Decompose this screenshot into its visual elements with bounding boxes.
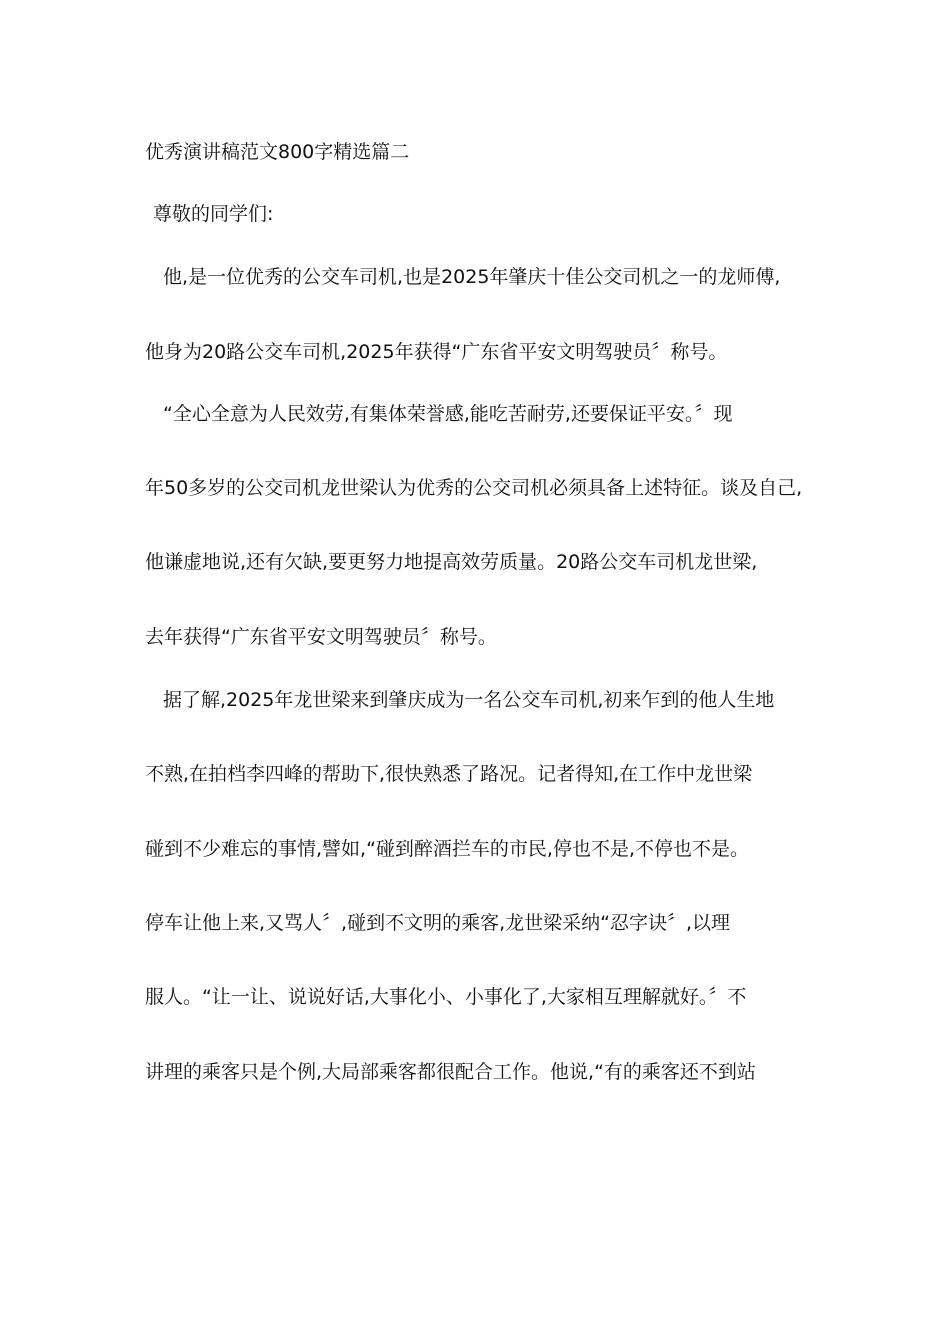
paragraph-line: 去年获得“广东省平安文明驾驶员〞称号。 bbox=[145, 626, 497, 648]
paragraph-line: 他身为20路公交车司机,2025年获得“广东省平安文明驾驶员〞称号。 bbox=[145, 341, 728, 363]
document-title: 优秀演讲稿范文800字精选篇二 bbox=[145, 141, 410, 163]
paragraph-line: 讲理的乘客只是个例,大局部乘客都很配合工作。他说,“有的乘客还不到站 bbox=[145, 1061, 756, 1083]
paragraph-line: 年50多岁的公交司机龙世梁认为优秀的公交司机必须具备上述特征。谈及自己, bbox=[145, 477, 803, 499]
paragraph-line: 碰到不少难忘的事情,譬如,“碰到醉酒拦车的市民,停也不是,不停也不是。 bbox=[145, 838, 750, 860]
paragraph-line: 他,是一位优秀的公交车司机,也是2025年肇庆十佳公交司机之一的龙师傅, bbox=[163, 266, 781, 288]
salutation: 尊敬的同学们: bbox=[153, 203, 274, 225]
paragraph-line: 停车让他上来,又骂人〞,碰到不文明的乘客,龙世梁采纳“忍字诀〞,以理 bbox=[145, 912, 731, 934]
paragraph-line: 据了解,2025年龙世梁来到肇庆成为一名公交车司机,初来乍到的他人生地 bbox=[163, 689, 775, 711]
paragraph-line: “全心全意为人民效劳,有集体荣誉感,能吃苦耐劳,还要保证平安。〞现 bbox=[163, 403, 733, 425]
paragraph-line: 不熟,在拍档李四峰的帮助下,很快熟悉了路况。记者得知,在工作中龙世梁 bbox=[145, 763, 753, 785]
paragraph-line: 服人。“让一让、说说好话,大事化小、小事化了,大家相互理解就好。〞不 bbox=[145, 986, 747, 1008]
paragraph-line: 他谦虚地说,还有欠缺,要更努力地提高效劳质量。20路公交车司机龙世梁, bbox=[145, 551, 758, 573]
